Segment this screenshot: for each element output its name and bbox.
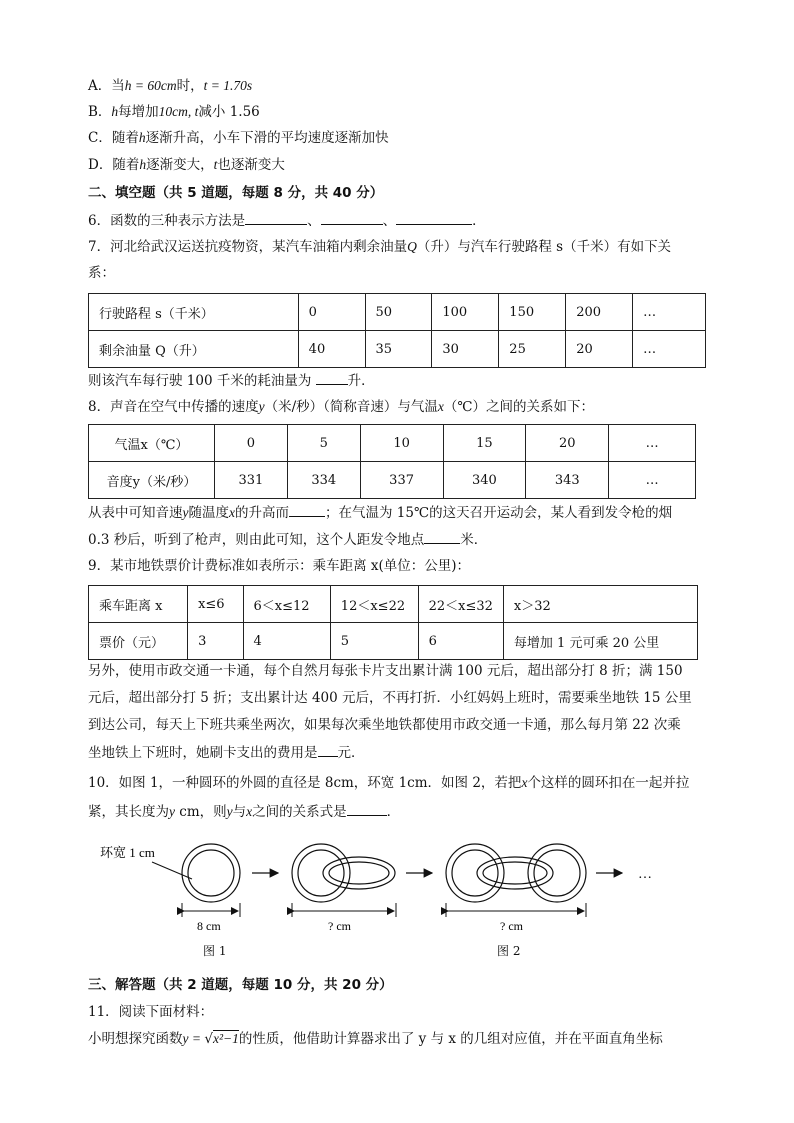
table-cell: 6＜x≤12 xyxy=(243,586,330,623)
table-cell: 20 xyxy=(566,331,633,368)
ring-outer xyxy=(292,844,350,902)
table-cell: 6 xyxy=(418,623,503,660)
answer-blank xyxy=(245,210,307,225)
sqrt-sign: √ xyxy=(204,1031,213,1047)
ring-inner xyxy=(452,850,498,896)
table-cell: 100 xyxy=(432,294,499,331)
ring-figure xyxy=(90,835,690,945)
question-9-para-1: 另外，使用市政交通一卡通，每个自然月每张卡片支出累计满 100 元后，超出部分打 8 折；满 150 xyxy=(88,663,683,679)
table-cell: 4 xyxy=(243,623,330,660)
table-row xyxy=(89,462,696,499)
table-cell: 30 xyxy=(432,331,499,368)
table-cell: 340 xyxy=(443,462,526,499)
fare-table xyxy=(88,585,698,660)
ring-inner xyxy=(298,850,344,896)
fuel-table xyxy=(88,293,706,368)
ring-outer xyxy=(182,844,240,902)
question-9-para-2: 元后，超出部分打 5 折；支出累计达 400 元后，不再打折．小红妈妈上班时，需要乘坐地铁 15 公里 xyxy=(88,690,692,706)
question-8-prompt-1: 从表中可知音速y随温度x的升高而 ；在气温为 15℃的这天召开运动会，某人看到发令枪的烟 xyxy=(88,502,672,523)
table-row xyxy=(89,623,698,660)
table-cell: 12＜x≤22 xyxy=(330,586,418,623)
table-cell: 票价（元） xyxy=(89,623,188,660)
question-7-line1: 7．河北给武汉运送抗疫物资，某汽车油箱内剩余油量Q（升）与汽车行驶路程 s（千米）有如下关 xyxy=(88,239,672,255)
question-11-line1: 11．阅读下面材料： xyxy=(88,1004,214,1020)
table-cell: 气温x（℃） xyxy=(89,425,215,462)
option-a: A．当h = 60cm时，t = 1.70s xyxy=(88,78,253,94)
table-cell: 剩余油量 Q（升） xyxy=(89,331,299,368)
table-cell: … xyxy=(633,331,706,368)
table-cell: 331 xyxy=(214,462,287,499)
table-cell: 200 xyxy=(566,294,633,331)
table-row xyxy=(89,331,706,368)
table-cell: 行驶路程 s（千米） xyxy=(89,294,299,331)
ring-outer xyxy=(528,844,586,902)
table-cell: 每增加 1 元可乘 20 公里 xyxy=(503,623,697,660)
answer-blank xyxy=(347,801,387,816)
table-cell: 0 xyxy=(214,425,287,462)
table-row xyxy=(89,586,698,623)
table-cell: x＞32 xyxy=(503,586,697,623)
figure-2-caption: 图 2 xyxy=(497,944,521,958)
table-cell: … xyxy=(609,425,696,462)
table-cell: 3 xyxy=(188,623,243,660)
question-11-line2: 小明想探究函数y = √x²−1的性质，他借助计算器求出了 y 与 x 的几组对应值，并在平面直角坐标 xyxy=(88,1031,663,1047)
table-cell: 20 xyxy=(526,425,609,462)
dim-label-q2: ? cm xyxy=(500,919,523,933)
question-9-line1: 9．某市地铁票价计费标准如表所示：乘车距离 x(单位：公里)： xyxy=(88,558,471,574)
table-cell: 音度y（米/秒） xyxy=(89,462,215,499)
question-6: 6．函数的三种表示方法是 、 、 ． xyxy=(88,210,486,231)
table-cell: x≤6 xyxy=(188,586,243,623)
table-cell: 40 xyxy=(298,331,365,368)
table-cell: 25 xyxy=(499,331,566,368)
table-cell: 35 xyxy=(365,331,432,368)
section-3-title: 三、解答题（共 2 道题，每题 10 分，共 20 分） xyxy=(88,977,393,993)
ring-inner xyxy=(329,862,389,884)
table-cell: 150 xyxy=(499,294,566,331)
figure-1-caption: 图 1 xyxy=(203,944,227,958)
table-cell: 10 xyxy=(360,425,443,462)
dim-label-8cm: 8 cm xyxy=(197,919,221,933)
question-10-line2: 紧，其长度为y cm，则y与x之间的关系式是 ． xyxy=(88,801,400,822)
table-cell: 0 xyxy=(298,294,365,331)
table-cell: 15 xyxy=(443,425,526,462)
table-cell: 5 xyxy=(287,425,360,462)
dim-label-q1: ? cm xyxy=(328,919,351,933)
answer-blank xyxy=(321,210,383,225)
option-d: D．随着h逐渐变大，t也逐渐变大 xyxy=(88,157,285,173)
question-8-prompt-2: 0.3 秒后，听到了枪声，则由此可知，这个人距发令地点 米． xyxy=(88,529,487,550)
question-9-para-4: 坐地铁上下班时，她刷卡支出的费用是 元． xyxy=(88,742,365,763)
table-cell: 50 xyxy=(365,294,432,331)
answer-blank xyxy=(424,529,460,544)
ellipsis: … xyxy=(638,867,652,882)
table-cell: … xyxy=(609,462,696,499)
table-cell: 22＜x≤32 xyxy=(418,586,503,623)
ring-outer xyxy=(446,844,504,902)
table-cell: 乘车距离 x xyxy=(89,586,188,623)
question-8-line1: 8．声音在空气中传播的速度y（米/秒）（简称音速）与气温x（℃）之间的关系如下： xyxy=(88,399,595,415)
table-cell: … xyxy=(633,294,706,331)
question-10-line1: 10．如图 1，一种圆环的外圆的直径是 8cm，环宽 1cm．如图 2，若把x个这样的圆环扣在一起并拉 xyxy=(88,775,690,791)
option-b: B．h每增加10cm, t减小 1.56 xyxy=(88,104,260,120)
sound-speed-table xyxy=(88,424,696,499)
ring-inner xyxy=(534,850,580,896)
option-c: C．随着h逐渐升高，小车下滑的平均速度逐渐加快 xyxy=(88,130,389,146)
ring-inner xyxy=(483,862,547,884)
section-2-title: 二、填空题（共 5 道题，每题 8 分，共 40 分） xyxy=(88,185,384,201)
table-cell: 343 xyxy=(526,462,609,499)
answer-blank xyxy=(396,210,472,225)
table-cell: 334 xyxy=(287,462,360,499)
table-row xyxy=(89,294,706,331)
leader-line xyxy=(152,862,192,879)
answer-blank xyxy=(316,370,348,385)
ring-width-label: 环宽 1 cm xyxy=(100,845,155,860)
answer-blank xyxy=(289,502,325,517)
table-cell: 337 xyxy=(360,462,443,499)
answer-blank xyxy=(318,742,338,757)
table-row xyxy=(89,425,696,462)
question-7-prompt: 则该汽车每行驶 100 千米的耗油量为 升． xyxy=(88,370,375,391)
table-cell: 5 xyxy=(330,623,418,660)
question-9-para-3: 到达公司，每天上下班共乘坐两次，如果每次乘坐地铁都使用市政交通一卡通，那么每月第 22 次乘 xyxy=(88,717,681,733)
ring-inner xyxy=(188,850,234,896)
question-7-line2: 系： xyxy=(88,265,115,281)
